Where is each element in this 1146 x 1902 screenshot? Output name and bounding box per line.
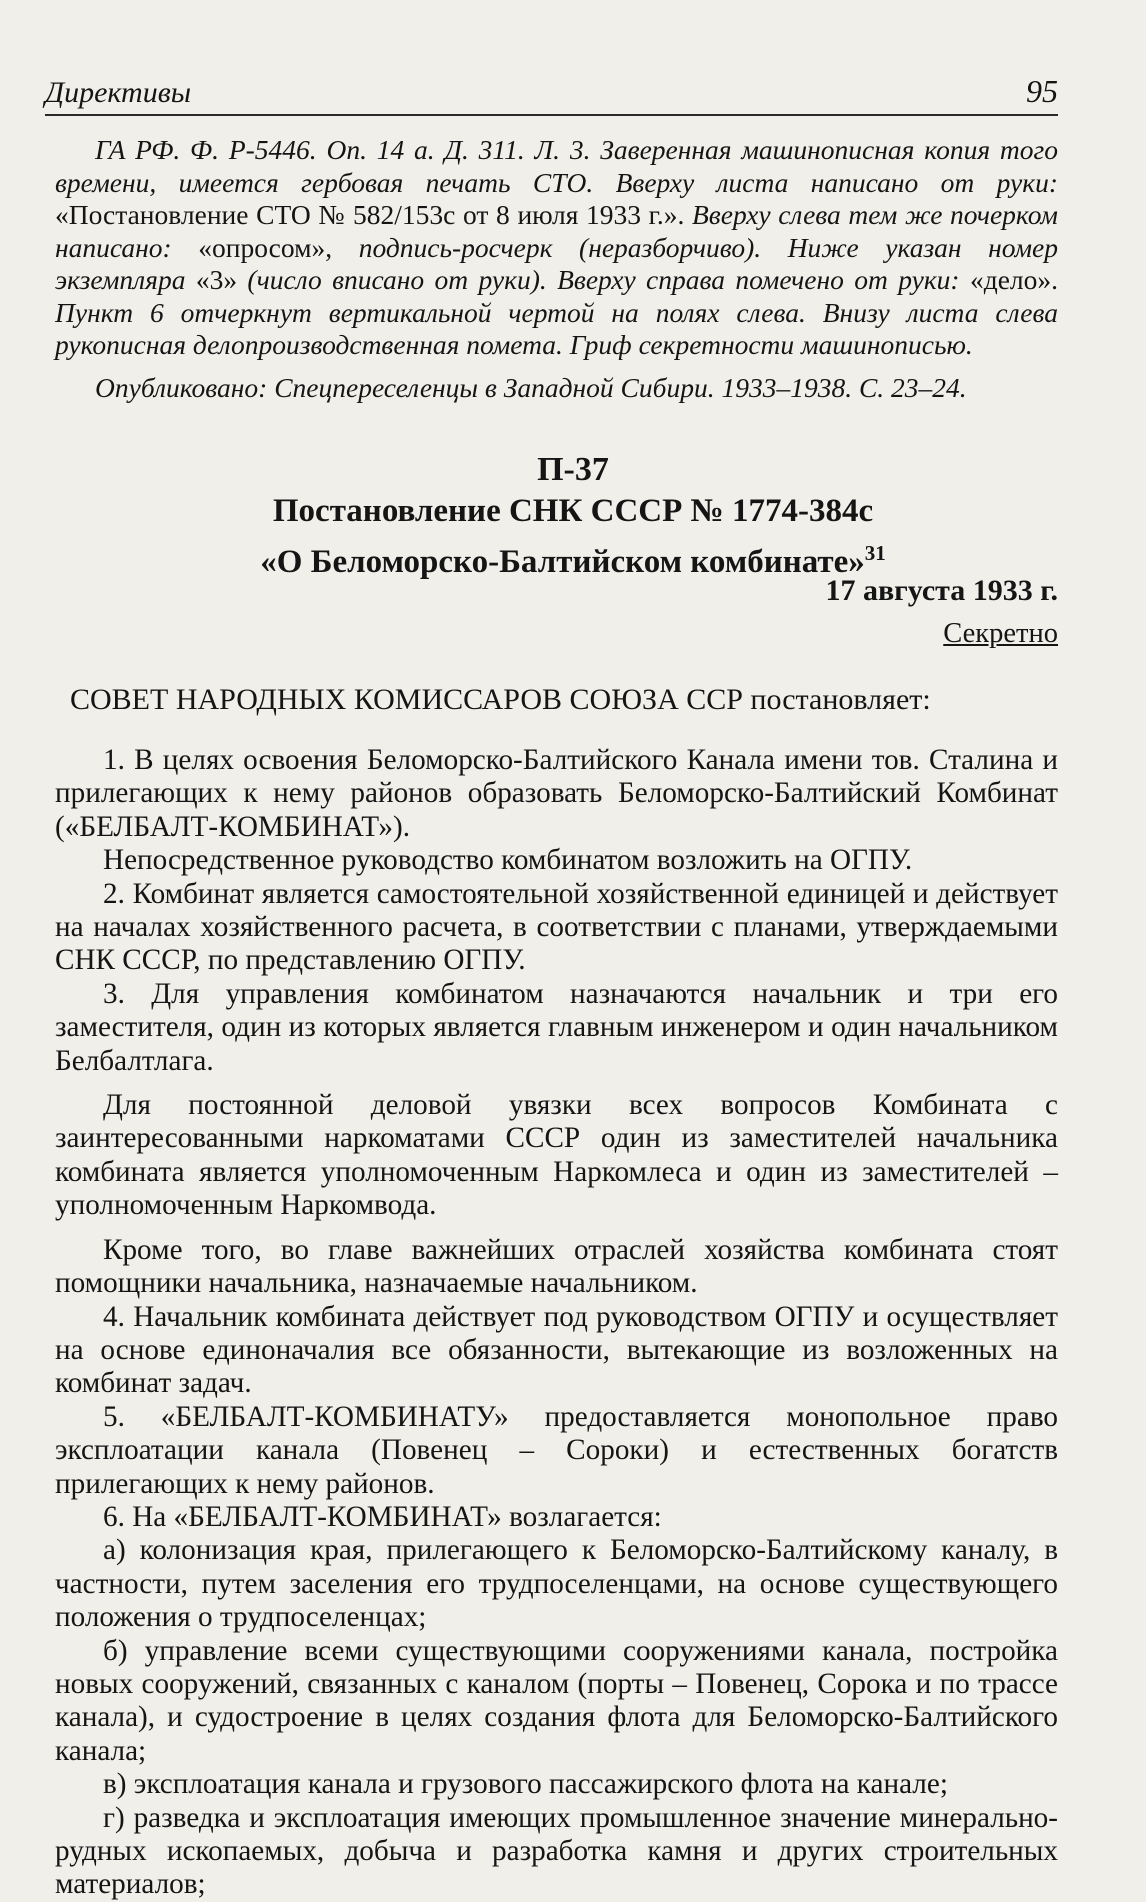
publication-note: Опубликовано: Спецпереселенцы в Западной Сибири. 1933–1938. С. 23–24. (95, 372, 967, 403)
paragraph: Непосредственное руководство комбинатом возложить на ОГПУ. (103, 844, 913, 877)
footnote-reference: 31 (864, 541, 886, 565)
source-note-text: ГА РФ. Ф. Р-5446. Оп. 14 а. Д. 311. Л. 3. Заверенная машинописная копия того времени, имеется гербовая печать СТО. Вверху листа написано от руки: (55, 134, 1058, 198)
source-note-text: подпись-росчерк (неразборчиво). Ниже указан номер экземпляра (55, 231, 1059, 295)
document-date: 17 августа 1933 г. (825, 574, 1058, 607)
source-note-quote: «3» (195, 264, 238, 295)
document-title (0, 490, 1146, 583)
list-item-a: а) колонизация края, прилегающего к Беломорско-Балтийскому каналу, в частности, путем заселения его трудпоселенцами, на основе существующего положения о трудпоселенцах; (55, 1534, 1058, 1634)
running-head: Директивы (45, 76, 192, 109)
paragraph-6: 6. На «БЕЛБАЛТ-КОМБИНАТ» возлагается: (103, 1500, 662, 1533)
secrecy-stamp: Секретно (943, 618, 1058, 649)
paragraph-2: 2. Комбинат является самостоятельной хозяйственной единицей и действует на началах хозяйственного расчета, в соответствии с планами, утверждаемыми СНК СССР, по представлению ОГПУ. (55, 877, 1058, 977)
paragraph-1: 1. В целях освоения Беломорско-Балтийского Канала имени тов. Сталина и прилегающих к нему районов образовать Беломорско-Балтийский Комбинат («БЕЛБАЛТ-КОМБИНАТ»). (55, 744, 1058, 843)
list-item-v: в) эксплоатация канала и грузового пассажирского флота на канале; (103, 1768, 948, 1801)
source-note-quote: «дело». (969, 264, 1058, 295)
paragraph-5: 5. «БЕЛБАЛТ-КОМБИНАТУ» предоставляется монопольное право эксплоатации канала (Повенец – Сороки) и естественных богатств прилегающих к нему районов. (55, 1400, 1058, 1500)
archival-source-note (55, 134, 1058, 362)
source-note-text: Пункт 6 отчеркнут вертикальной чертой на полях слева. Внизу листа слева рукописная делопроизводственная помета. Гриф секретности машинописью. (55, 296, 1058, 360)
preamble: СОВЕТ НАРОДНЫХ КОМИССАРОВ СОЮЗА ССР постановляет: (70, 683, 931, 716)
paragraph-4: 4. Начальник комбината действует под руководством ОГПУ и осуществляет на основе единоначалия все обязанности, вытекающие из возложенных на комбинат задач. (55, 1300, 1058, 1400)
list-item-b: б) управление всеми существующими сооружениями канала, постройка новых сооружений, связанных с каналом (порты – Повенец, Сорока и по трассе канала), и судостроение в целях создания флота для Беломорско-Балтийского канала; (55, 1634, 1058, 1767)
document-title-text: «О Беломорско-Балтийском комбинате» (260, 544, 865, 580)
paragraph: Кроме того, во главе важнейших отраслей хозяйства комбината стоят помощники начальника, назначаемые начальником. (55, 1233, 1058, 1300)
document-number: П-37 (537, 451, 609, 488)
page-number: 95 (1026, 73, 1058, 109)
source-note-quote: «Постановление СТО № 582/153с от 8 июля 1933 г.». (55, 199, 685, 230)
page-header (45, 70, 1058, 116)
list-item-g: г) разведка и эксплоатация имеющих промышленное значение минерально-рудных ископаемых, добыча и разработка камня и других строительных материалов; (55, 1801, 1058, 1901)
document-body (55, 744, 1058, 1902)
source-note-text: Вверху слева тем же почерком написано: (55, 199, 1058, 263)
document-title-line-1: Постановление СНК СССР № 1774-384с (272, 493, 874, 529)
source-note-quote: «опросом», (198, 231, 333, 263)
paragraph: Для постоянной деловой увязки всех вопросов Комбината с заинтересованными наркоматами СССР один из заместителей начальника комбината является уполномоченным Наркомлеса и один из заместителей – уполномоченным Наркомвода. (55, 1089, 1058, 1222)
paragraph-3: 3. Для управления комбинатом назначаются начальник и три его заместителя, один из которых является главным инженером и один начальником Белбалтлага. (55, 977, 1058, 1077)
source-note-text: (число вписано от руки). Вверху справа помечено от руки: (237, 264, 970, 295)
